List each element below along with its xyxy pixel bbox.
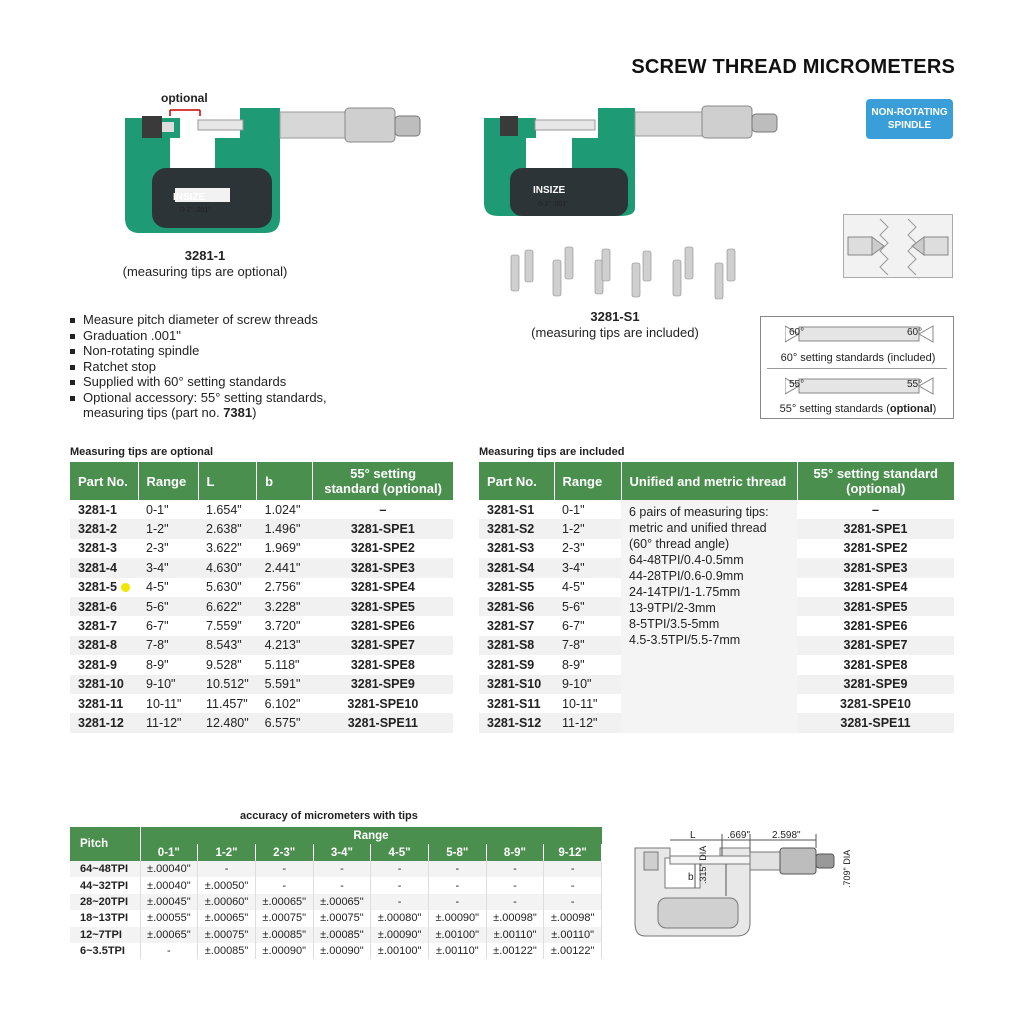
accuracy-cell: -	[428, 861, 486, 877]
range-cell: 3-4"	[138, 558, 198, 577]
standard-cell: 3281-SPE7	[797, 636, 954, 655]
pitch-cell: 12~7TPI	[70, 927, 140, 943]
l-cell: 6.622"	[198, 597, 257, 616]
dim-l: L	[690, 830, 696, 841]
table-row	[70, 713, 453, 732]
accuracy-header-row-1	[70, 827, 602, 844]
accuracy-table	[70, 827, 602, 959]
accuracy-cell: ±.00065"	[198, 910, 256, 926]
l-cell: 11.457"	[206, 696, 248, 711]
accuracy-row	[70, 943, 602, 959]
col-range-group: Range	[140, 827, 602, 844]
thread-info-line: 8-5TPI/3.5-5mm	[629, 617, 720, 631]
dim-709-dia: .709" DIA	[842, 849, 852, 888]
range-header: 0-1"	[140, 844, 198, 861]
part-no-cell: 3281-S8	[479, 636, 554, 655]
accuracy-cell: -	[486, 877, 544, 893]
dim-315-dia: .315" DIA	[698, 845, 708, 884]
micrometer-3281-s1-image	[480, 98, 800, 218]
table-row	[70, 558, 453, 577]
standard-cell: 3281-SPE3	[313, 558, 453, 577]
product-1-caption	[100, 248, 310, 280]
std-60-label: 60° setting standards (included)	[780, 352, 936, 364]
standard-cell: 3281-SPE10	[347, 696, 419, 711]
accuracy-row	[70, 927, 602, 943]
part-no-cell: 3281-6	[70, 597, 138, 616]
accuracy-cell: ±.00075"	[313, 910, 371, 926]
accuracy-cell: ±.00100"	[371, 943, 429, 959]
col-range: Range	[138, 462, 198, 500]
standard-cell: –	[872, 502, 879, 517]
col-l: L	[198, 462, 257, 500]
accuracy-cell: -	[428, 877, 486, 893]
b-cell: 2.756"	[264, 580, 301, 595]
range-cell: 8-9"	[146, 657, 169, 672]
range-cell: 3-4"	[554, 558, 621, 577]
range-cell: 6-7"	[562, 619, 585, 634]
b-cell: 4.213"	[257, 636, 313, 655]
product-2-caption	[510, 309, 720, 341]
table-1	[70, 462, 453, 733]
dim-669: .669"	[727, 830, 751, 841]
feature-list	[70, 312, 450, 421]
table-row	[70, 500, 453, 519]
table-row	[479, 500, 954, 519]
part-no-cell: 3281-S4	[479, 558, 554, 577]
accuracy-cell: ±.00060"	[198, 894, 256, 910]
standard-cell: 3281-SPE9	[313, 675, 453, 694]
part-no-cell: 3281-S6	[479, 597, 554, 616]
product-2-note: (measuring tips are included)	[531, 325, 699, 340]
accuracy-cell: ±.00090"	[255, 943, 313, 959]
part-no-cell: 3281-9	[78, 657, 117, 672]
part-no-cell: 3281-3	[78, 541, 117, 556]
accuracy-cell: ±.00075"	[255, 910, 313, 926]
product-2-model: 3281-S1	[590, 309, 640, 324]
thread-diagram	[843, 214, 953, 278]
accuracy-cell: ±.00122"	[544, 943, 602, 959]
accuracy-cell: -	[544, 894, 602, 910]
part-no-cell: 3281-1	[78, 502, 117, 517]
col-part-no: Part No.	[479, 462, 554, 500]
product-1-model: 3281-1	[184, 248, 226, 263]
b-cell: 1.496"	[257, 519, 313, 538]
thread-info-line: 13-9TPI/2-3mm	[629, 601, 716, 615]
table-row	[70, 616, 453, 635]
feature-item: Supplied with 60° setting standards	[70, 374, 450, 390]
standard-cell: 3281-SPE5	[313, 597, 453, 616]
range-cell: 4-5"	[562, 580, 585, 595]
feature-item: Optional accessory: 55° setting standards,	[70, 390, 450, 406]
standard-cell: 3281-SPE1	[797, 519, 954, 538]
part-no-cell: 3281-S12	[479, 713, 554, 732]
range-cell: 6-7"	[146, 619, 169, 634]
thread-info-line: 24-14TPI/1-1.75mm	[629, 585, 741, 599]
standard-cell: –	[379, 502, 387, 517]
b-cell: 5.118"	[264, 657, 300, 672]
accuracy-cell: ±.00040"	[140, 861, 198, 877]
l-cell: 7.559"	[206, 619, 242, 634]
accuracy-row	[70, 910, 602, 926]
part-no-cell: 3281-S5	[487, 580, 535, 595]
range-cell: 11-12"	[554, 713, 621, 732]
table-1-heading: Measuring tips are optional	[70, 446, 214, 458]
range-header: 8-9"	[486, 844, 544, 861]
table-row	[70, 694, 453, 713]
accuracy-cell: -	[371, 877, 429, 893]
brand-logo-2: INSIZE	[533, 185, 566, 196]
accuracy-cell: ±.00100"	[428, 927, 486, 943]
b-cell: 1.024"	[264, 502, 301, 517]
measuring-tips-image	[505, 235, 745, 305]
standard-cell: 3281-SPE2	[843, 541, 908, 556]
accuracy-heading: accuracy of micrometers with tips	[240, 810, 418, 822]
accuracy-cell: ±.00090"	[428, 910, 486, 926]
feature-item: Measure pitch diameter of screw threads	[70, 312, 450, 328]
range-header: 4-5"	[371, 844, 429, 861]
l-cell: 12.480"	[198, 713, 257, 732]
thread-info-line: metric and unified thread	[629, 521, 767, 535]
micrometer-3281-1-image	[120, 88, 440, 248]
accuracy-row	[70, 877, 602, 893]
accuracy-cell: ±.00110"	[486, 927, 544, 943]
l-cell: 8.543"	[198, 636, 257, 655]
dimension-drawing	[630, 828, 860, 940]
accuracy-row	[70, 861, 602, 877]
col-55-standard: 55° setting standard (optional)	[313, 462, 453, 500]
accuracy-cell: ±.00075"	[198, 927, 256, 943]
accuracy-cell: -	[313, 877, 371, 893]
dim-2598: 2.598"	[772, 830, 801, 841]
accuracy-cell: -	[313, 861, 371, 877]
accuracy-cell: ±.00110"	[544, 927, 602, 943]
accuracy-cell: ±.00085"	[255, 927, 313, 943]
standard-cell: 3281-SPE3	[797, 558, 954, 577]
part-no-cell: 3281-12	[70, 713, 138, 732]
table-1-header-row	[70, 462, 453, 500]
pitch-cell: 28~20TPI	[70, 894, 140, 910]
range-cell: 5-6"	[554, 597, 621, 616]
range-cell: 4-5"	[146, 580, 169, 595]
accuracy-cell: -	[486, 894, 544, 910]
table-row	[70, 519, 453, 538]
standard-cell: 3281-SPE2	[350, 541, 415, 556]
accuracy-cell: ±.00085"	[313, 927, 371, 943]
std-55-label: 55° setting standards (optional)	[779, 403, 937, 415]
table-2-heading: Measuring tips are included	[479, 446, 625, 458]
range-cell: 8-9"	[562, 657, 585, 672]
pitch-cell: 6~3.5TPI	[70, 943, 140, 959]
accuracy-cell: ±.00050"	[198, 877, 256, 893]
b-cell: 3.228"	[257, 597, 313, 616]
range-cell: 7-8"	[138, 636, 198, 655]
feature-item: Graduation .001"	[70, 328, 450, 344]
range-cell: 2-3"	[562, 541, 585, 556]
l-cell: 10.512"	[198, 675, 257, 694]
part-no-cell: 3281-S7	[487, 619, 535, 634]
thread-info-line: (60° thread angle)	[629, 537, 730, 551]
col-part-no: Part No.	[70, 462, 138, 500]
standard-cell: 3281-SPE6	[843, 619, 908, 634]
part-no-cell: 3281-S9	[487, 657, 535, 672]
part-no-cell: 3281-4	[70, 558, 138, 577]
standard-cell: 3281-SPE11	[313, 713, 453, 732]
l-cell: 5.630"	[206, 580, 242, 595]
l-cell: 4.630"	[198, 558, 257, 577]
accuracy-cell: -	[255, 877, 313, 893]
standard-cell: 3281-SPE1	[313, 519, 453, 538]
accuracy-cell: -	[371, 861, 429, 877]
range-header: 9-12"	[544, 844, 602, 861]
col-b: b	[257, 462, 313, 500]
range-cell: 0-1"	[562, 502, 585, 517]
accuracy-cell: -	[428, 894, 486, 910]
b-cell: 6.575"	[257, 713, 313, 732]
accuracy-cell: -	[140, 943, 198, 959]
thread-info-line: 64-48TPI/0.4-0.5mm	[629, 553, 744, 567]
accuracy-header-row-2	[70, 844, 602, 861]
part-no-cell: 3281-S3	[487, 541, 535, 556]
range-cell: 10-11"	[146, 696, 182, 711]
part-no-cell: 3281-S11	[487, 696, 541, 711]
accuracy-cell: ±.00122"	[486, 943, 544, 959]
page-title: SCREW THREAD MICROMETERS	[631, 56, 955, 78]
range-header: 2-3"	[255, 844, 313, 861]
l-cell: 3.622"	[206, 541, 242, 556]
part-no-cell: 3281-S1	[487, 502, 535, 517]
pitch-cell: 44~32TPI	[70, 877, 140, 893]
standards-divider	[767, 368, 947, 369]
setting-standards-box	[760, 316, 954, 419]
standard-cell: 3281-SPE4	[843, 580, 908, 595]
thread-info-line: 44-28TPI/0.6-0.9mm	[629, 569, 744, 583]
range-cell: 10-11"	[562, 696, 598, 711]
accuracy-cell: ±.00098"	[486, 910, 544, 926]
standard-cell: 3281-SPE8	[350, 657, 415, 672]
feature-item-continued: measuring tips (part no. 7381)	[83, 405, 257, 420]
optional-callout: optional	[161, 91, 208, 105]
angle-60-left: 60°	[789, 327, 805, 338]
accuracy-cell: ±.00045"	[140, 894, 198, 910]
standard-cell: 3281-SPE11	[797, 713, 954, 732]
part-no-cell: 3281-S2	[479, 519, 554, 538]
range-cell: 9-10"	[554, 675, 621, 694]
table-row	[70, 636, 453, 655]
range-header: 3-4"	[313, 844, 371, 861]
feature-item: Non-rotating spindle	[70, 343, 450, 359]
part-no-cell: 3281-S10	[479, 675, 554, 694]
dim-b: b	[688, 872, 694, 883]
table-2-header-row	[479, 462, 954, 500]
table-row	[70, 655, 453, 674]
scale-label-1: 0-1" .001"	[180, 207, 211, 214]
accuracy-cell: ±.00040"	[140, 877, 198, 893]
part-no-cell: 3281-10	[70, 675, 138, 694]
brand-logo-1: INSIZE	[173, 192, 206, 203]
b-cell: 2.441"	[257, 558, 313, 577]
highlight-dot	[121, 583, 130, 592]
accuracy-cell: ±.00055"	[140, 910, 198, 926]
accuracy-cell: ±.00065"	[255, 894, 313, 910]
range-cell: 11-12"	[138, 713, 198, 732]
col-thread: Unified and metric thread	[621, 462, 797, 500]
l-cell: 1.654"	[206, 502, 242, 517]
part-no-cell: 3281-8	[70, 636, 138, 655]
accuracy-cell: -	[544, 877, 602, 893]
table-row	[70, 578, 453, 597]
badge-line-1: NON-ROTATING	[871, 107, 948, 118]
non-rotating-spindle-badge	[866, 99, 953, 139]
col-pitch: Pitch	[70, 827, 140, 861]
b-cell: 3.720"	[264, 619, 301, 634]
thread-info-cell	[621, 500, 797, 733]
feature-item: Ratchet stop	[70, 359, 450, 375]
angle-55-left: 55°	[789, 379, 805, 390]
b-cell: 6.102"	[264, 696, 301, 711]
scale-label-2: 0-1" .001"	[538, 201, 569, 208]
standard-cell: 3281-SPE9	[797, 675, 954, 694]
accuracy-cell: ±.00065"	[140, 927, 198, 943]
range-cell: 1-2"	[554, 519, 621, 538]
range-header: 5-8"	[428, 844, 486, 861]
range-header: 1-2"	[198, 844, 256, 861]
table-row	[70, 597, 453, 616]
accuracy-cell: ±.00098"	[544, 910, 602, 926]
product-1-note: (measuring tips are optional)	[122, 264, 288, 279]
accuracy-cell: -	[371, 894, 429, 910]
angle-60-right: 60°	[907, 327, 923, 338]
pitch-cell: 64~48TPI	[70, 861, 140, 877]
accuracy-cell: ±.00065"	[313, 894, 371, 910]
l-cell: 9.528"	[206, 657, 242, 672]
thread-info-line: 4.5-3.5TPI/5.5-7mm	[629, 633, 741, 647]
standard-cell: 3281-SPE8	[843, 657, 908, 672]
b-cell: 5.591"	[257, 675, 313, 694]
range-cell: 7-8"	[554, 636, 621, 655]
accuracy-cell: -	[486, 861, 544, 877]
accuracy-row	[70, 894, 602, 910]
table-row	[70, 675, 453, 694]
badge-line-2: SPINDLE	[887, 120, 932, 131]
accuracy-cell: ±.00090"	[313, 943, 371, 959]
range-cell: 2-3"	[146, 541, 169, 556]
range-cell: 9-10"	[138, 675, 198, 694]
table-row	[70, 539, 453, 558]
standard-cell: 3281-SPE6	[350, 619, 415, 634]
range-cell: 1-2"	[138, 519, 198, 538]
accuracy-cell: -	[255, 861, 313, 877]
part-no-cell: 3281-5	[70, 578, 138, 597]
range-cell: 5-6"	[138, 597, 198, 616]
part-no-cell: 3281-7	[78, 619, 117, 634]
accuracy-cell: ±.00085"	[198, 943, 256, 959]
range-cell: 0-1"	[146, 502, 169, 517]
part-no-cell: 3281-11	[78, 696, 124, 711]
standard-cell: 3281-SPE7	[313, 636, 453, 655]
part-no-cell: 3281-2	[70, 519, 138, 538]
table-2	[479, 462, 954, 733]
pitch-cell: 18~13TPI	[70, 910, 140, 926]
angle-55-right: 55°	[907, 379, 923, 390]
thread-info-line: 6 pairs of measuring tips:	[629, 505, 769, 519]
l-cell: 2.638"	[198, 519, 257, 538]
standard-cell: 3281-SPE4	[350, 580, 415, 595]
accuracy-cell: -	[544, 861, 602, 877]
accuracy-cell: ±.00080"	[371, 910, 429, 926]
b-cell: 1.969"	[264, 541, 301, 556]
col-range: Range	[554, 462, 621, 500]
standard-cell: 3281-SPE5	[797, 597, 954, 616]
col-55-standard: 55° setting standard (optional)	[797, 462, 954, 500]
accuracy-cell: -	[198, 861, 256, 877]
standard-cell: 3281-SPE10	[840, 696, 911, 711]
accuracy-cell: ±.00090"	[371, 927, 429, 943]
accuracy-cell: ±.00110"	[428, 943, 486, 959]
